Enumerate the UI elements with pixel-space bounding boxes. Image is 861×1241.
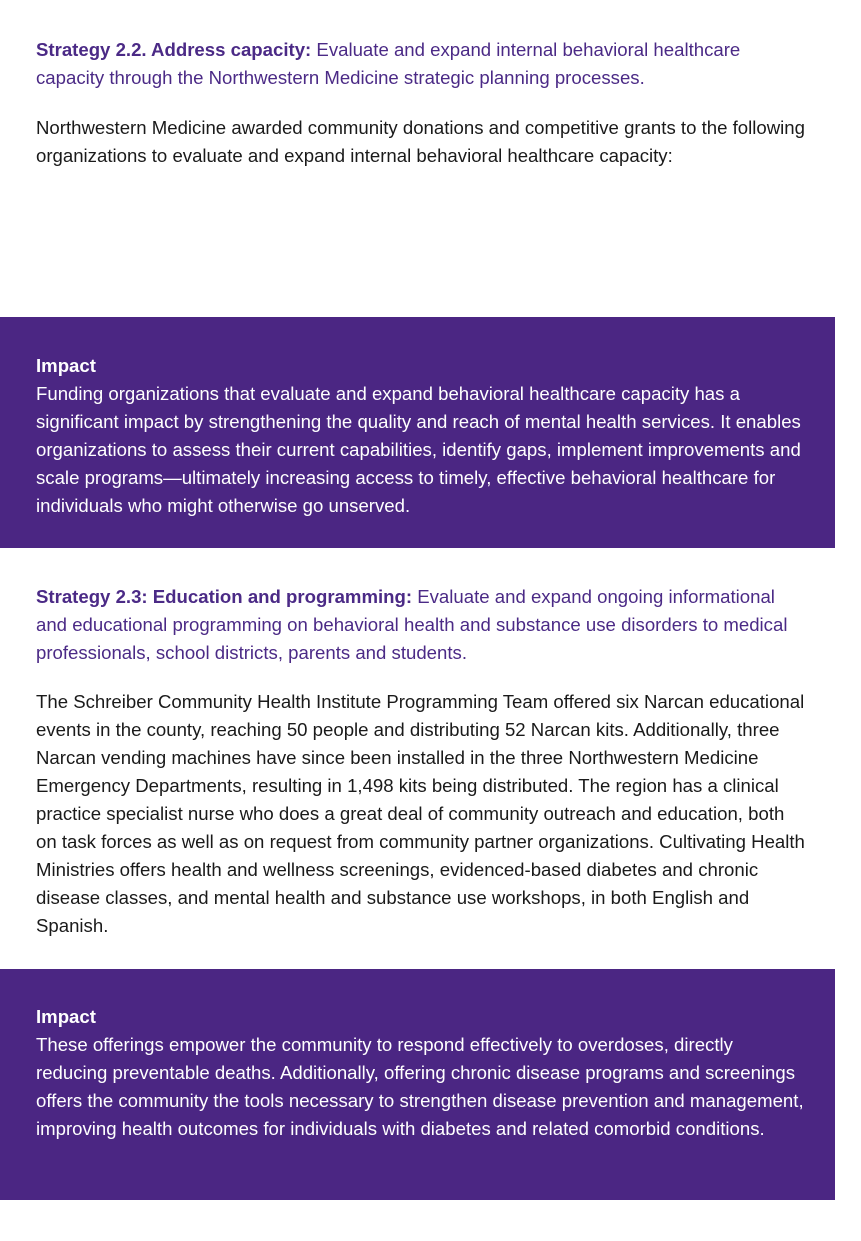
impact-1-text: Funding organizations that evaluate and expand behavioral healthcare capacity has a significant impact by strengthening the quality and reach of mental health services. It enables organizations to assess their current capabilities, identify gaps, implement improvements and scale programs—ultimately increasing access to timely, effective behavioral healthcare for individuals who might otherwise go unserved.	[36, 383, 801, 516]
strategy-2-2-lead: Strategy 2.2. Address capacity:	[36, 39, 312, 60]
strategy-2-3-body: The Schreiber Community Health Institute Programming Team offered six Narcan educational events in the county, reaching 50 people and distributing 52 Narcan kits. Additionally, three Narcan vending machines have since been installed in the three Northwestern Medicine Emergency Departments, resulting in 1,498 kits being distributed. The region has a clinical practice specialist nurse who does a great deal of community outreach and education, both on task forces as well as on request from community partner organizations. Cultivating Health Ministries offers health and wellness screenings, evidenced-based diabetes and chronic disease classes, and mental health and substance use workshops, in both English and Spanish.	[36, 691, 805, 936]
strategy-2-2-body-section	[36, 114, 806, 170]
impact-2-heading: Impact	[36, 1006, 96, 1027]
impact-2-text: These offerings empower the community to respond effectively to overdoses, directly reducing preventable deaths. Additionally, offering chronic disease programs and screenings offers the community the tools necessary to strengthen disease prevention and management, improving health outcomes for individuals with diabetes and related comorbid conditions.	[36, 1034, 804, 1139]
impact-box-2	[0, 969, 835, 1200]
strategy-2-3-section	[36, 583, 806, 667]
strategy-2-2-text: Evaluate and expand internal behavioral healthcare capacity through the Northwestern Medicine strategic planning processes.	[36, 39, 741, 88]
strategy-2-3-text: Evaluate and expand ongoing informational and educational programming on behavioral health and substance use disorders to medical professionals, school districts, parents and students.	[36, 586, 788, 663]
strategy-2-3-lead: Strategy 2.3: Education and programming:	[36, 586, 413, 607]
strategy-2-3-heading	[36, 583, 806, 667]
strategy-2-3-body-section	[36, 688, 806, 940]
impact-1-heading: Impact	[36, 355, 96, 376]
strategy-2-2-heading	[36, 36, 806, 92]
strategy-2-2-body: Northwestern Medicine awarded community donations and competitive grants to the following organizations to evaluate and expand internal behavioral healthcare capacity:	[36, 117, 805, 166]
impact-box-1	[0, 317, 835, 548]
strategy-2-2-section	[36, 36, 806, 92]
